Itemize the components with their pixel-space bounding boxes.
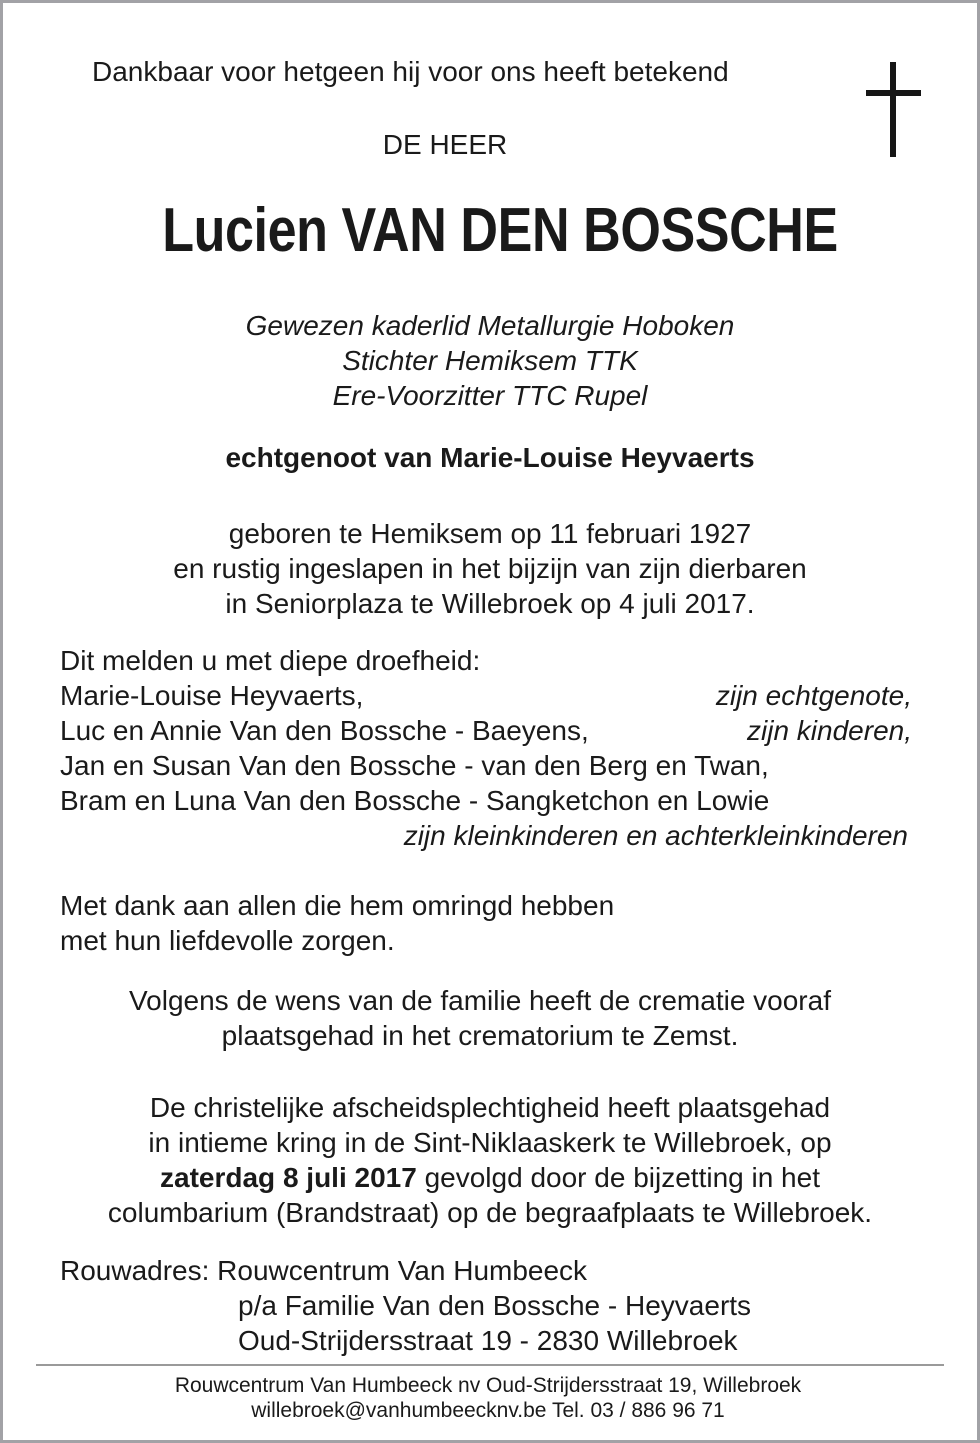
life-line: geboren te Hemiksem op 11 februari 1927 (228, 518, 752, 549)
intro-text: Dankbaar voor hetgeen hij voor ons heeft betekend (92, 56, 729, 87)
cremation-line: plaatsgehad in het crematorium te Zemst. (221, 1020, 739, 1051)
address-line: Oud-Strijdersstraat 19 - 2830 Willebroek (238, 1325, 738, 1356)
family-relation: zijn kinderen, (747, 715, 912, 746)
ceremony-line: columbarium (Brandstraat) op de begraafplaats te Willebroek. (107, 1197, 873, 1228)
family-relation: zijn kleinkinderen en achterkleinkinderen (403, 820, 908, 851)
ceremony-line: De christelijke afscheidsplechtigheid heeft plaatsgehad (149, 1092, 831, 1123)
ceremony-date: zaterdag 8 juli 2017 (160, 1162, 417, 1193)
family-line: Luc en Annie Van den Bossche - Baeyens, (60, 715, 589, 746)
cremation-line: Volgens de wens van de familie heeft de crematie vooraf (129, 985, 831, 1016)
life-line: in Seniorplaza te Willebroek op 4 juli 2017. (225, 588, 755, 619)
address-label: Rouwadres: Rouwcentrum Van Humbeeck (60, 1255, 588, 1286)
family-relation: zijn echtgenote, (715, 680, 912, 711)
footer-contact: willebroek@vanhumbeecknv.be Tel. 03 / 886 96 71 (251, 1399, 725, 1422)
thanks-line: met hun liefdevolle zorgen. (60, 925, 395, 956)
title-text: DE HEER (382, 129, 508, 160)
family-line: Jan en Susan Van den Bossche - van den Berg en Twan, (60, 750, 769, 781)
family-line: Bram en Luna Van den Bossche - Sangketchon en Lowie (60, 785, 770, 816)
address-line: p/a Familie Van den Bossche - Heyvaerts (238, 1290, 752, 1321)
role-line: Stichter Hemiksem TTK (342, 345, 638, 376)
thanks-line: Met dank aan allen die hem omringd hebben (60, 890, 615, 921)
role-line: Ere-Voorzitter TTC Rupel (332, 380, 648, 411)
deceased-name: Lucien VAN DEN BOSSCHE (162, 196, 838, 265)
role-line: Gewezen kaderlid Metallurgie Hoboken (245, 310, 735, 341)
family-intro: Dit melden u met diepe droefheid: (60, 645, 481, 676)
spouse-line: echtgenoot van Marie-Louise Heyvaerts (225, 442, 755, 473)
ceremony-line (0, 1161, 980, 1195)
life-line: en rustig ingeslapen in het bijzijn van zijn dierbaren (173, 553, 807, 584)
ceremony-text: gevolgd door de bijzetting in het (416, 1162, 820, 1193)
footer-line: Rouwcentrum Van Humbeeck nv Oud-Strijdersstraat 19, Willebroek (174, 1374, 802, 1397)
family-line: Marie-Louise Heyvaerts, (60, 680, 364, 711)
ceremony-line: in intieme kring in de Sint-Niklaaskerk te Willebroek, op (148, 1127, 832, 1158)
divider (36, 1364, 944, 1366)
